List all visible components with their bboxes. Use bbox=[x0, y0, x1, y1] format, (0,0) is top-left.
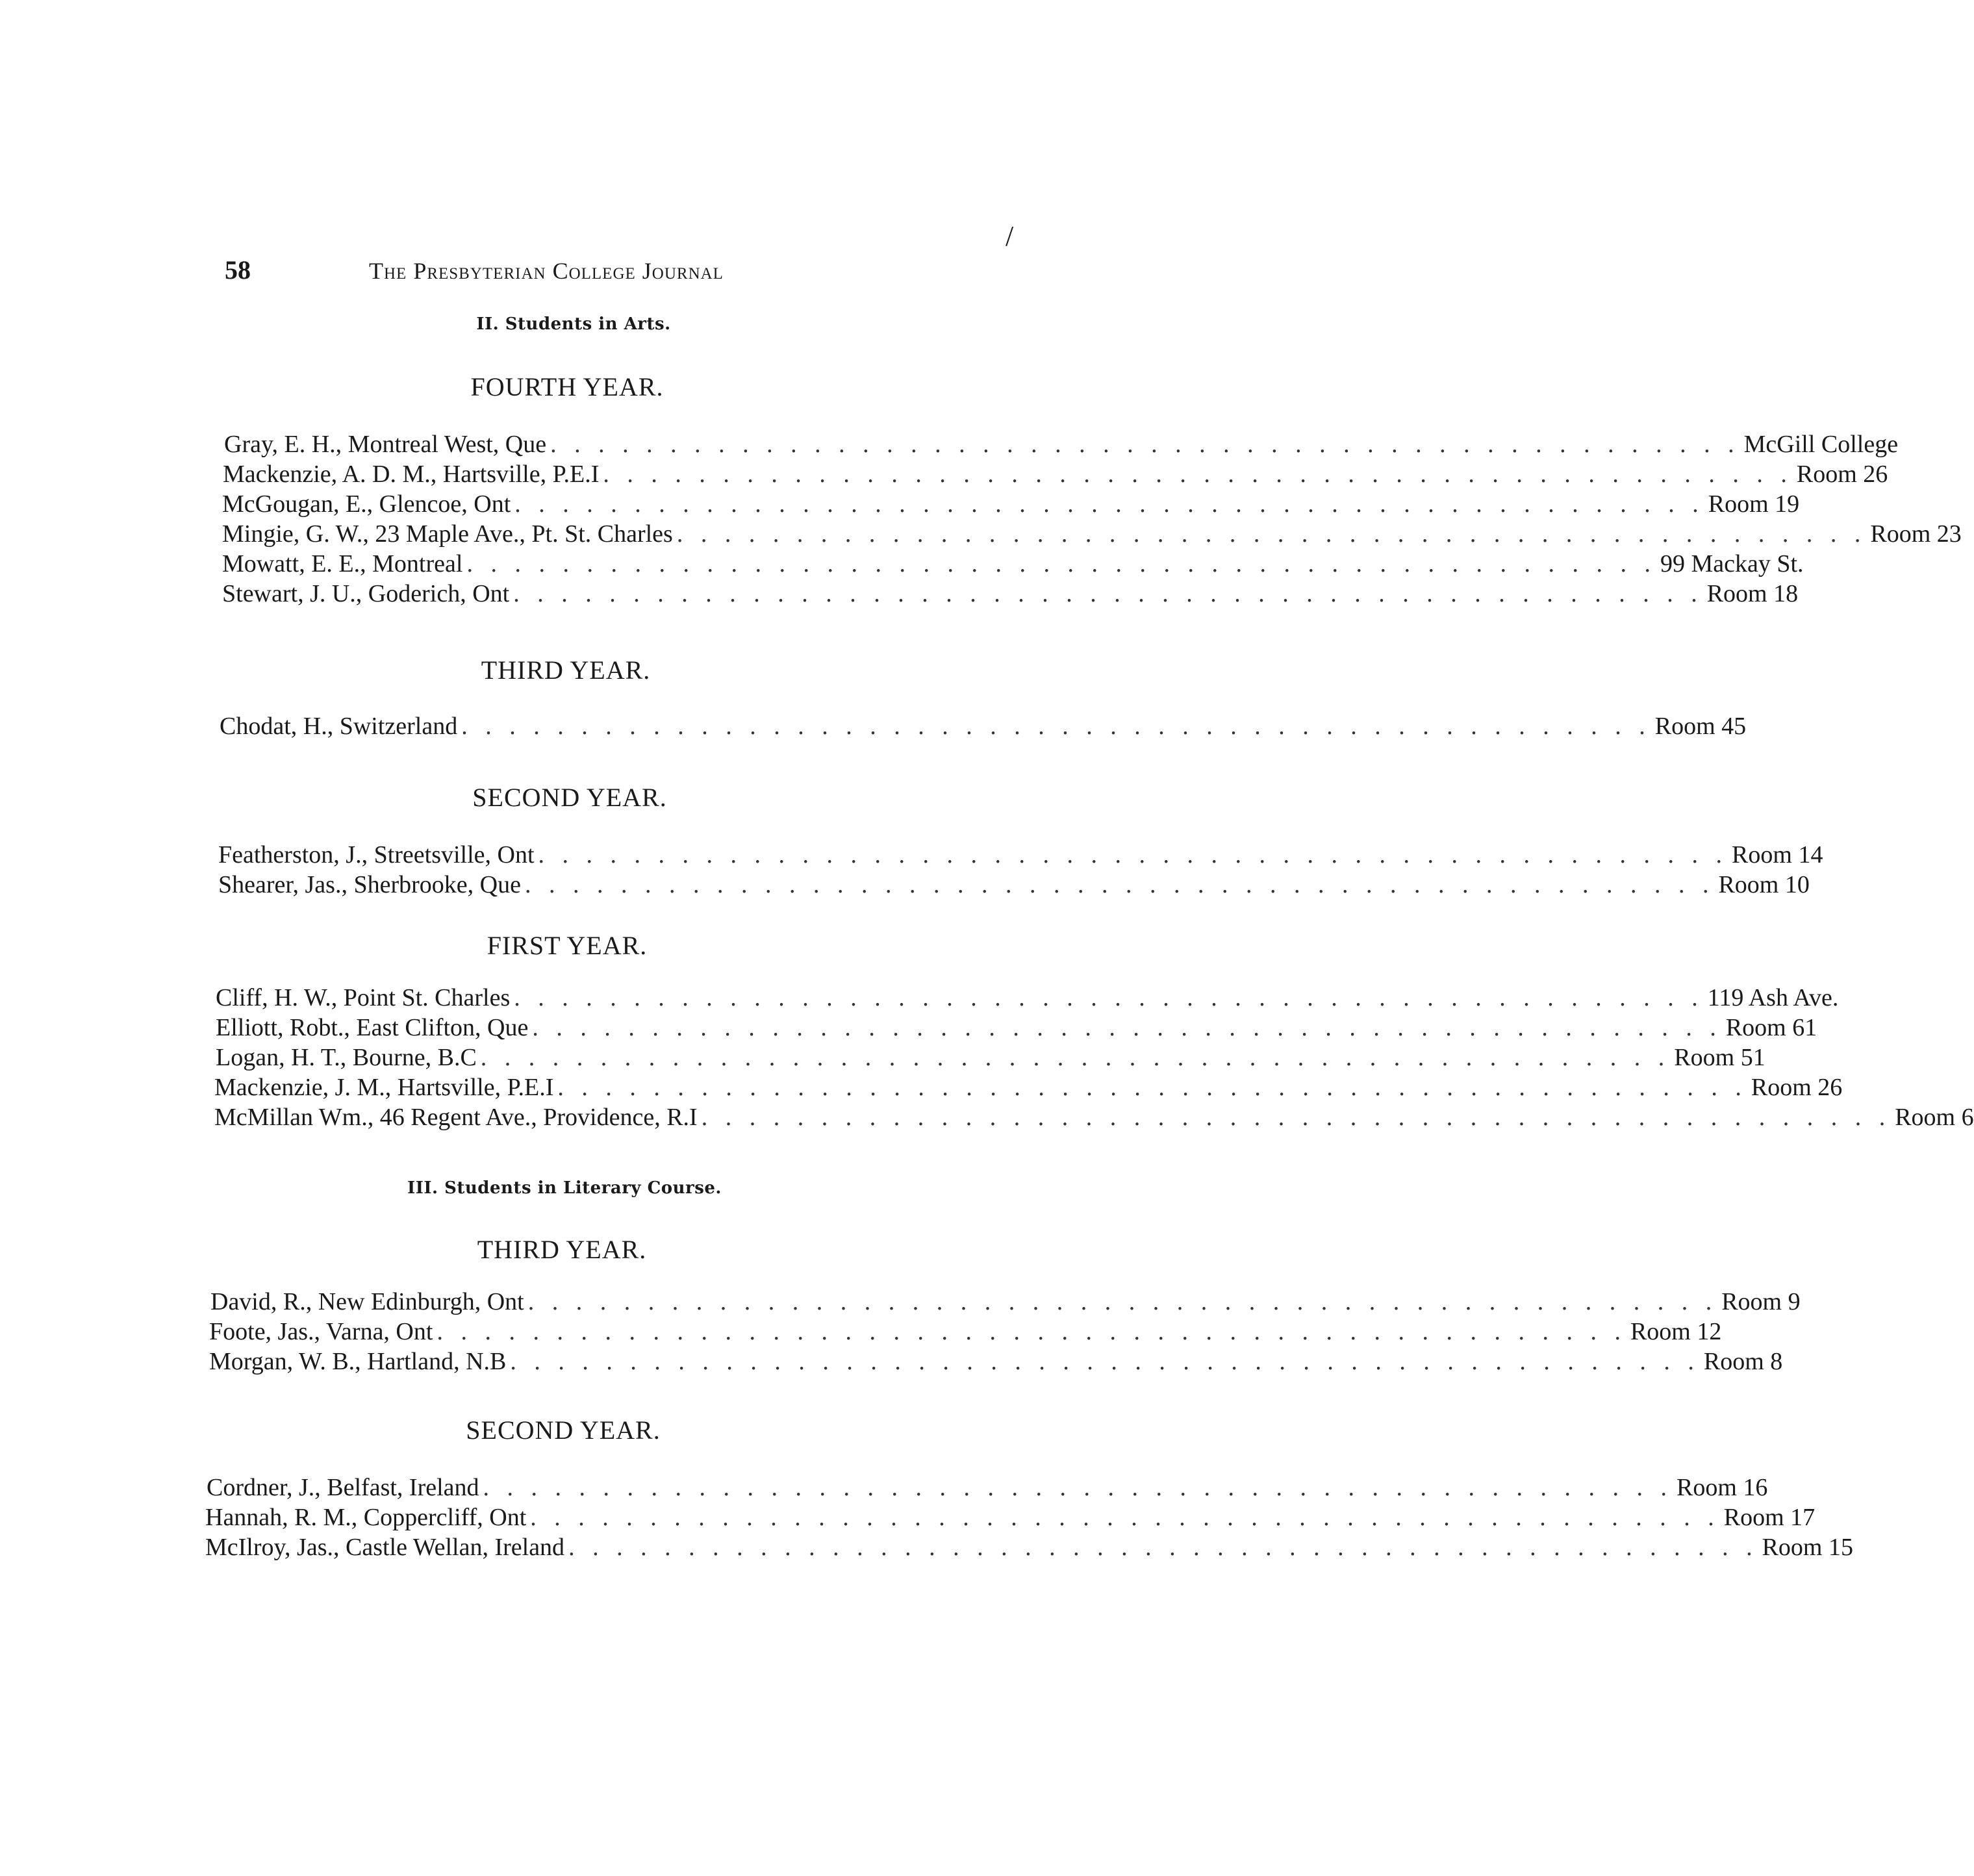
list-item bbox=[209, 1317, 1722, 1347]
entry-location: Room 26 bbox=[1751, 1074, 1843, 1101]
entry-name: Chodat, H., Switzerland bbox=[220, 713, 458, 740]
entry-location: Room 61 bbox=[1725, 1014, 1817, 1041]
entry-name: Stewart, J. U., Goderich, Ont bbox=[222, 580, 510, 607]
dot-leader: . . . . . . . . . . . . . . . . . . . . . . . . . . . . . . . . . . . . . . . . . . . . . . . . . . bbox=[514, 490, 1704, 518]
list-item bbox=[210, 1287, 1801, 1317]
section-heading-literary: III. Students in Literary Course. bbox=[407, 1178, 722, 1198]
section-heading-arts: II. Students in Arts. bbox=[476, 314, 671, 334]
entry-name: McGougan, E., Glencoe, Ont bbox=[222, 490, 511, 518]
list-item bbox=[224, 430, 1899, 460]
entry-location: Room 8 bbox=[1703, 1348, 1783, 1375]
dot-leader: . . . . . . . . . . . . . . . . . . . . . . . . . . . . . . . . . . . . . . . . . . . . . . . . . . bbox=[532, 1014, 1722, 1041]
dot-leader: . . . . . . . . . . . . . . . . . . . . . . . . . . . . . . . . . . . . . . . . . . . . . . . . . . bbox=[557, 1074, 1747, 1101]
list-item bbox=[205, 1503, 1816, 1533]
list-item bbox=[223, 460, 1888, 490]
dot-leader: . . . . . . . . . . . . . . . . . . . . . . . . . . . . . . . . . . . . . . . . . . . . . . . . . . bbox=[550, 431, 1740, 458]
dot-leader: . . . . . . . . . . . . . . . . . . . . . . . . . . . . . . . . . . . . . . . . . . . . . . . . . . bbox=[530, 1504, 1720, 1531]
year-heading-arts-first: FIRST YEAR. bbox=[487, 931, 648, 960]
entry-name: Cliff, H. W., Point St. Charles bbox=[216, 984, 511, 1011]
entry-location: Room 19 bbox=[1708, 490, 1800, 518]
entry-name: Logan, H. T., Bourne, B.C bbox=[216, 1044, 477, 1071]
year-heading-arts-third: THIRD YEAR. bbox=[481, 655, 651, 685]
page-number: 58 bbox=[225, 255, 251, 285]
entry-name: Mackenzie, A. D. M., Hartsville, P.E.I bbox=[223, 461, 600, 488]
entry-location: Room 16 bbox=[1677, 1474, 1768, 1501]
list-item bbox=[218, 841, 1823, 870]
dot-leader: . . . . . . . . . . . . . . . . . . . . . . . . . . . . . . . . . . . . . . . . . . . . . . . . . . bbox=[513, 580, 1703, 607]
dot-leader: . . . . . . . . . . . . . . . . . . . . . . . . . . . . . . . . . . . . . . . . . . . . . . . . . . bbox=[483, 1474, 1673, 1501]
entry-name: Mackenzie, J. M., Hartsville, P.E.I bbox=[214, 1074, 554, 1101]
entry-name: McMillan Wm., 46 Regent Ave., Providence, R.I bbox=[214, 1104, 698, 1131]
entry-location: Room 17 bbox=[1723, 1504, 1816, 1531]
entry-location: Room 10 bbox=[1718, 871, 1810, 898]
dot-leader: . . . . . . . . . . . . . . . . . . . . . . . . . . . . . . . . . . . . . . . . . . . . . . . . . . bbox=[676, 520, 1867, 548]
entry-name: Mowatt, E. E., Montreal bbox=[222, 550, 463, 577]
dot-leader: . . . . . . . . . . . . . . . . . . . . . . . . . . . . . . . . . . . . . . . . . . . . . . . . . . bbox=[568, 1534, 1758, 1561]
list-item bbox=[222, 520, 1962, 550]
list-item bbox=[216, 983, 1839, 1013]
entry-name: Shearer, Jas., Sherbrooke, Que bbox=[218, 871, 521, 898]
list-item bbox=[218, 870, 1810, 900]
entry-location: Room 9 bbox=[1721, 1288, 1801, 1315]
list-item bbox=[209, 1347, 1783, 1377]
dot-leader: . . . . . . . . . . . . . . . . . . . . . . . . . . . . . . . . . . . . . . . . . . . . . . . . . . bbox=[514, 984, 1704, 1011]
entry-location: Room 51 bbox=[1674, 1044, 1765, 1071]
entry-location: 99 Mackay St. bbox=[1660, 550, 1804, 577]
dot-leader: . . . . . . . . . . . . . . . . . . . . . . . . . . . . . . . . . . . . . . . . . . . . . . . . . . bbox=[466, 550, 1656, 577]
dot-leader: . . . . . . . . . . . . . . . . . . . . . . . . . . . . . . . . . . . . . . . . . . . . . . . . . . bbox=[510, 1348, 1700, 1375]
entry-name: McIlroy, Jas., Castle Wellan, Ireland bbox=[205, 1534, 565, 1561]
list-item bbox=[220, 712, 1747, 742]
list-item bbox=[222, 579, 1799, 609]
list-item bbox=[216, 1043, 1765, 1073]
entry-location: 119 Ash Ave. bbox=[1707, 984, 1839, 1011]
entry-name: Foote, Jas., Varna, Ont bbox=[209, 1318, 433, 1345]
entry-location: Room 6 bbox=[1895, 1104, 1974, 1131]
year-heading-literary-third: THIRD YEAR. bbox=[477, 1235, 647, 1264]
list-item bbox=[214, 1103, 1974, 1133]
entry-location: Room 15 bbox=[1762, 1534, 1853, 1561]
list-item bbox=[205, 1533, 1853, 1563]
dot-leader: . . . . . . . . . . . . . . . . . . . . . . . . . . . . . . . . . . . . . . . . . . . . . . . . . . bbox=[701, 1104, 1892, 1131]
dot-leader: . . . . . . . . . . . . . . . . . . . . . . . . . . . . . . . . . . . . . . . . . . . . . . . . . . bbox=[437, 1318, 1626, 1345]
entry-name: Gray, E. H., Montreal West, Que bbox=[224, 431, 547, 458]
year-heading-literary-second: SECOND YEAR. bbox=[466, 1415, 661, 1445]
list-item bbox=[216, 1013, 1817, 1043]
entry-name: Elliott, Robt., East Clifton, Que bbox=[216, 1014, 529, 1041]
dot-leader: . . . . . . . . . . . . . . . . . . . . . . . . . . . . . . . . . . . . . . . . . . . . . . . . . . bbox=[461, 713, 1651, 740]
corner-mark: / bbox=[1006, 220, 1014, 252]
entry-location: McGill College bbox=[1743, 431, 1899, 458]
entry-location: Room 14 bbox=[1732, 841, 1823, 868]
year-heading-arts-fourth: FOURTH YEAR. bbox=[470, 372, 664, 401]
list-item bbox=[207, 1473, 1768, 1503]
entry-location: Room 23 bbox=[1870, 520, 1962, 548]
entry-name: Mingie, G. W., 23 Maple Ave., Pt. St. Charles bbox=[222, 520, 673, 548]
dot-leader: . . . . . . . . . . . . . . . . . . . . . . . . . . . . . . . . . . . . . . . . . . . . . . . . . . bbox=[603, 461, 1793, 488]
list-item bbox=[214, 1073, 1843, 1103]
entry-location: Room 12 bbox=[1630, 1318, 1722, 1345]
running-head bbox=[225, 255, 978, 294]
entry-location: Room 45 bbox=[1654, 713, 1747, 740]
list-item bbox=[222, 550, 1804, 579]
entry-name: Featherston, J., Streetsville, Ont bbox=[218, 841, 535, 868]
entry-name: Cordner, J., Belfast, Ireland bbox=[207, 1474, 479, 1501]
entry-name: Hannah, R. M., Coppercliff, Ont bbox=[205, 1504, 527, 1531]
entry-name: David, R., New Edinburgh, Ont bbox=[210, 1288, 524, 1315]
dot-leader: . . . . . . . . . . . . . . . . . . . . . . . . . . . . . . . . . . . . . . . . . . . . . . . . . . bbox=[524, 871, 1715, 898]
entry-location: Room 26 bbox=[1796, 461, 1888, 488]
journal-title: The Presbyterian College Journal bbox=[369, 258, 724, 284]
entry-name: Morgan, W. B., Hartland, N.B bbox=[209, 1348, 507, 1375]
entry-location: Room 18 bbox=[1706, 580, 1799, 607]
year-heading-arts-second: SECOND YEAR. bbox=[472, 783, 667, 812]
dot-leader: . . . . . . . . . . . . . . . . . . . . . . . . . . . . . . . . . . . . . . . . . . . . . . . . . . bbox=[480, 1044, 1671, 1071]
dot-leader: . . . . . . . . . . . . . . . . . . . . . . . . . . . . . . . . . . . . . . . . . . . . . . . . . . bbox=[527, 1288, 1718, 1315]
dot-leader: . . . . . . . . . . . . . . . . . . . . . . . . . . . . . . . . . . . . . . . . . . . . . . . . . . bbox=[538, 841, 1728, 868]
list-item bbox=[222, 490, 1800, 520]
